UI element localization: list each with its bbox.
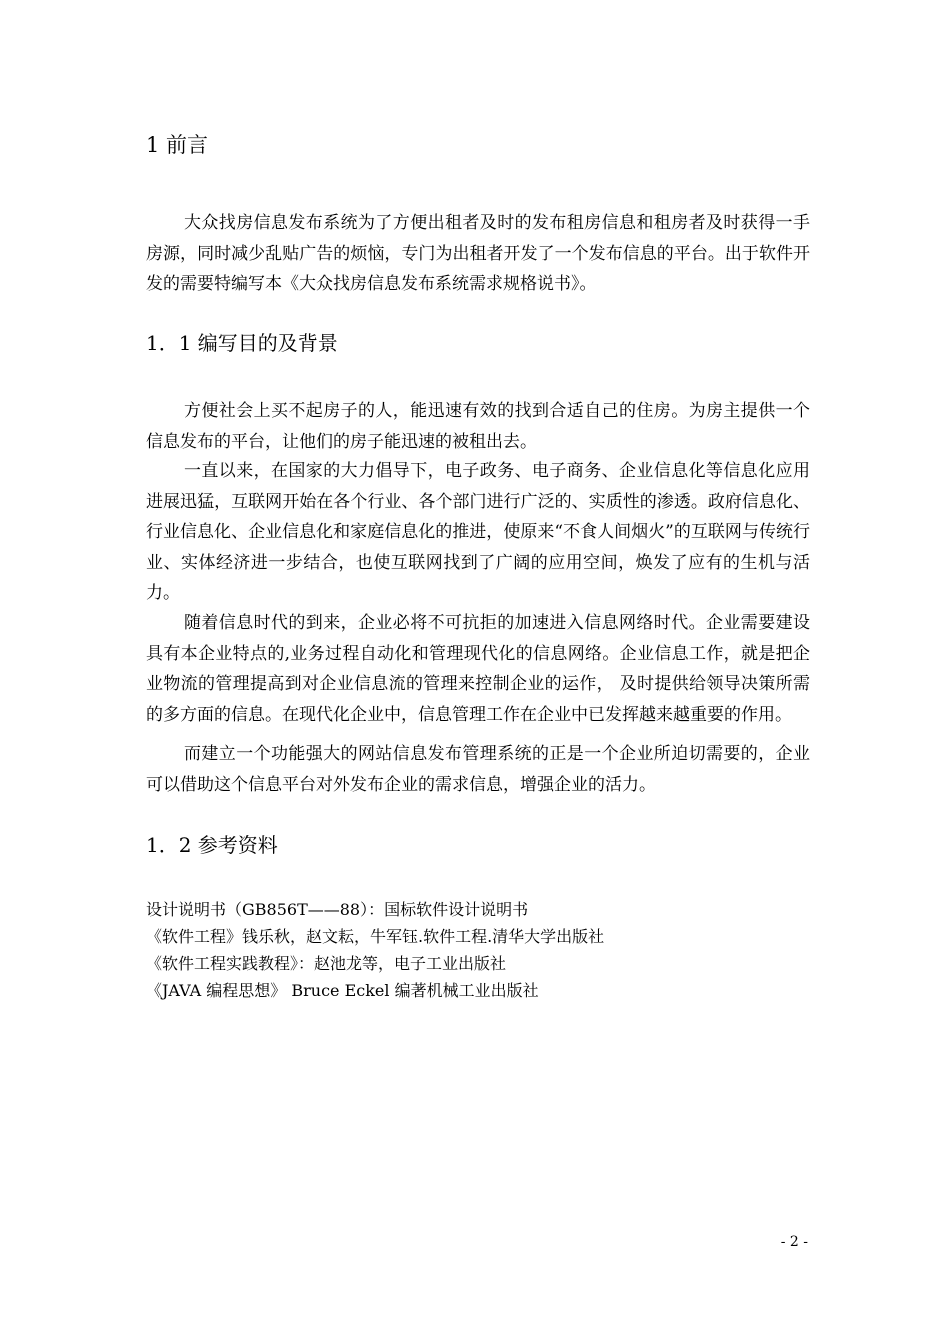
- heading-references: 1．2 参考资料: [146, 833, 278, 857]
- page-number: - 2 -: [780, 1234, 808, 1250]
- paragraph-informatization: 一直以来，在国家的大力倡导下，电子政务、电子商务、企业信息化等信息化应用进展迅猛，互联网开始在各个行业、各个部门进行广泛的、实质性的渗透。政府信息化、行业信息化、企业信息化和家庭信息化的推进，使原来“不食人间烟火”的互联网与传统行业、实体经济进一步结合，也使互联网找到了广阔的应用空间，焕发了应有的生机与活力。: [146, 461, 810, 603]
- intro-paragraph: 大众找房信息发布系统为了方便出租者及时的发布租房信息和租房者及时获得一手房源，同时减少乱贴广告的烦恼，专门为出租者开发了一个发布信息的平台。出于软件开发的需要特编写本《大众找房信息发布系统需求规格说书》。: [146, 213, 810, 294]
- reference-item: 《软件工程实践教程》：赵池龙等，电子工业出版社: [146, 954, 507, 973]
- reference-item: 《JAVA 编程思想》 Bruce Eckel 编著机械工业出版社: [146, 981, 539, 1000]
- paragraph-platform-need: 而建立一个功能强大的网站信息发布管理系统的正是一个企业所迫切需要的，企业可以借助这个信息平台对外发布企业的需求信息，增强企业的活力。: [146, 744, 810, 795]
- heading-purpose-background: 1．1 编写目的及背景: [146, 331, 338, 355]
- reference-list: [146, 896, 810, 1004]
- reference-item: 设计说明书（GB856T——88）：国标软件设计说明书: [146, 900, 529, 919]
- paragraph-information-age: 随着信息时代的到来，企业必将不可抗拒的加速进入信息网络时代。企业需要建设具有本企业特点的,业务过程自动化和管理现代化的信息网络。企业信息工作，就是把企业物流的管理提高到对企业信息流的管理来控制企业的运作， 及时提供给领导决策所需的多方面的信息。在现代化企业中，信息管理工作在企业中已发挥越来越重要的作用。: [146, 613, 810, 725]
- reference-item: 《软件工程》钱乐秋，赵文耘，牛军钰.软件工程.清华大学出版社: [146, 927, 605, 946]
- heading-preface: 1 前言: [146, 133, 209, 157]
- paragraph-purpose: 方便社会上买不起房子的人，能迅速有效的找到合适自己的住房。为房主提供一个信息发布的平台，让他们的房子能迅速的被租出去。: [146, 401, 810, 452]
